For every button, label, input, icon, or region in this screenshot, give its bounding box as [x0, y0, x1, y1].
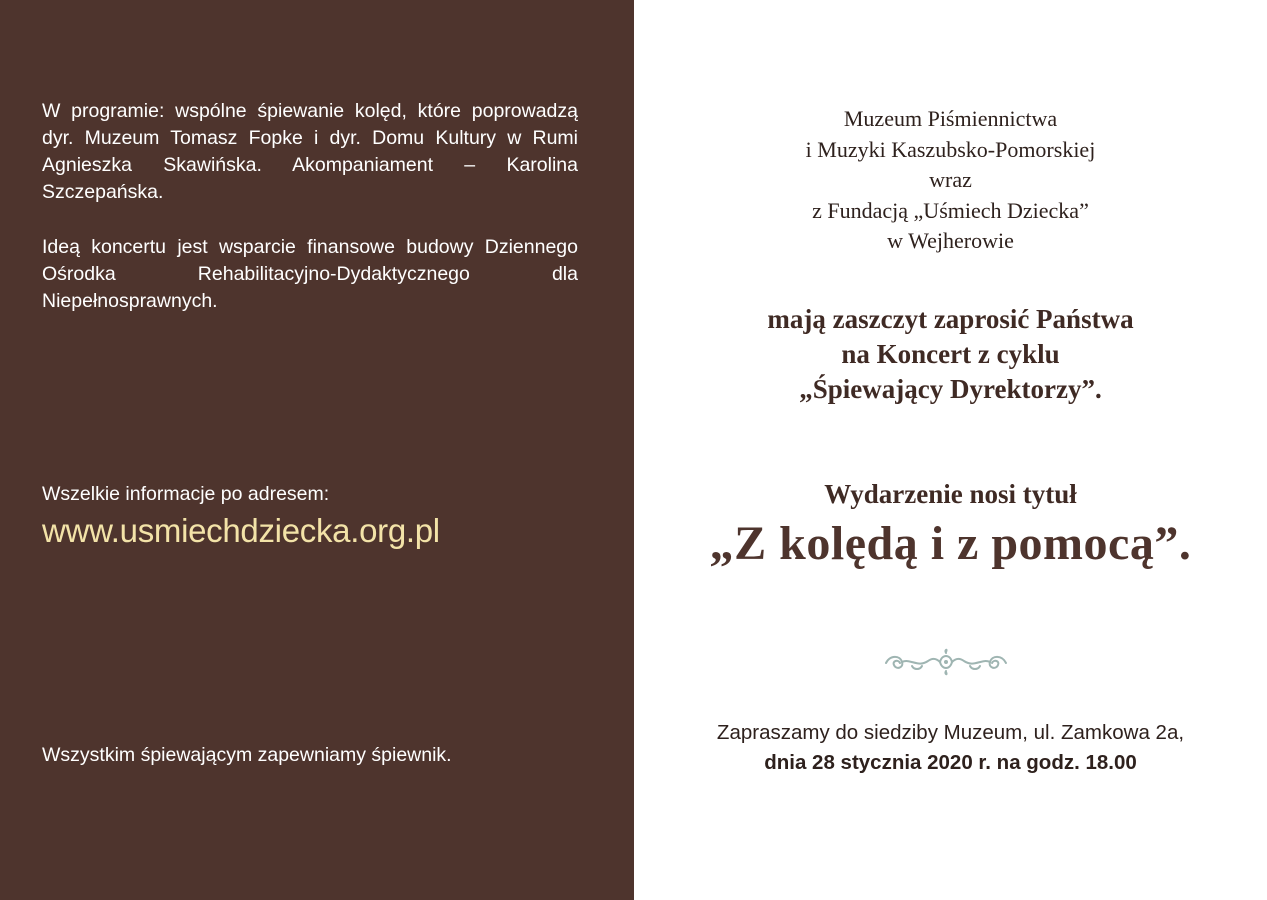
organizer-line: z Fundacją „Uśmiech Dziecka”: [812, 197, 1089, 223]
organizer-line: w Wejherowie: [887, 228, 1014, 253]
organizer-line: Muzeum Piśmiennictwa: [843, 106, 1058, 131]
invitation-line: na Koncert z cyklu: [841, 339, 1060, 369]
organizers-block: [634, 104, 1267, 257]
right-panel: [634, 0, 1267, 900]
organizer-line: wraz: [929, 167, 972, 192]
event-title: „Z kolędą i z pomocą”.: [709, 517, 1192, 570]
website-link[interactable]: www.usmiechdziecka.org.pl: [42, 512, 440, 549]
songbook-note: Wszystkim śpiewającym zapewniamy śpiewnik.: [42, 744, 452, 766]
event-label: Wydarzenie nosi tytuł: [824, 479, 1077, 509]
date-line: dnia 28 stycznia 2020 r. na godz. 18.00: [764, 751, 1137, 774]
invitation-line: „Śpiewający Dyrektorzy”.: [799, 374, 1102, 404]
program-paragraph: W programie: wspólne śpiewanie kolęd, które poprowadzą dyr. Muzeum Tomasz Fopke i dyr. Domu Kultury w Rumi Agnieszka Skawińska. Akompaniament – Karolina Szczepańska.: [42, 100, 578, 203]
venue-line: Zapraszamy do siedziby Muzeum, ul. Zamkowa 2a,: [716, 721, 1185, 744]
purpose-paragraph: Ideą koncertu jest wsparcie finansowe budowy Dziennego Ośrodka Rehabilitacyjno-Dydaktycznego dla Niepełnosprawnych.: [42, 236, 578, 312]
info-label: Wszelkie informacje po adresem:: [42, 483, 330, 505]
invitation-block: [634, 302, 1267, 407]
organizer-line: i Muzyki Kaszubsko-Pomorskiej: [805, 136, 1096, 162]
flourish-ornament-icon: [882, 646, 1010, 678]
invitation-line: mają zaszczyt zaprosić Państwa: [767, 304, 1134, 334]
